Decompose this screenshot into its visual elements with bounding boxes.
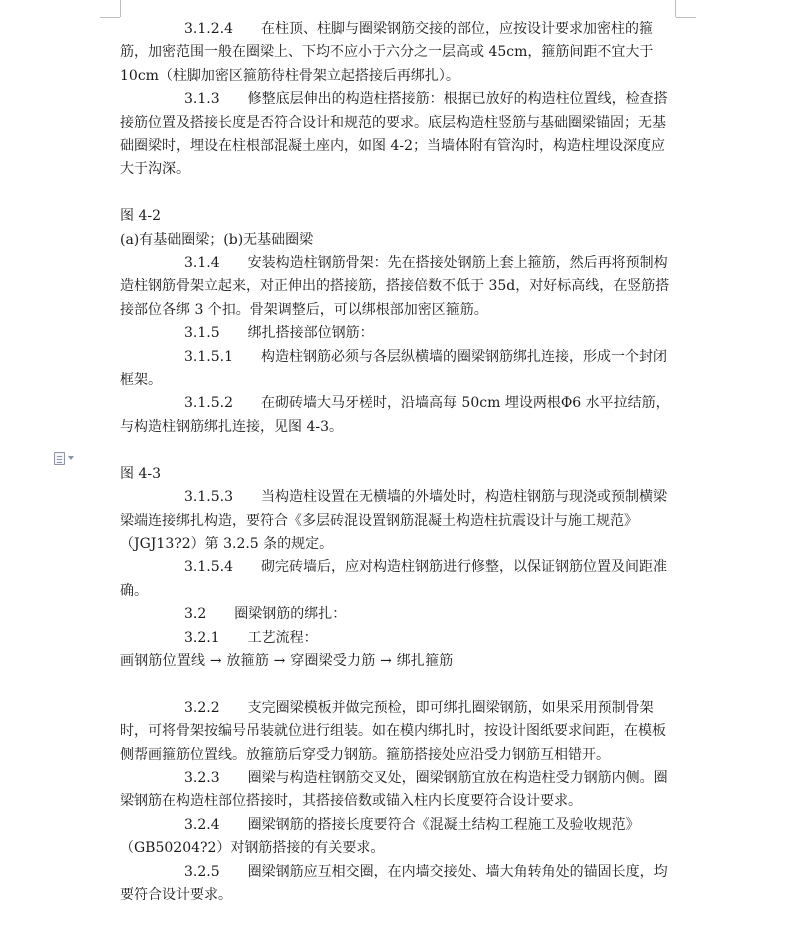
section-number: 3.2.3 xyxy=(184,769,220,786)
section-number: 3.1.5.1 xyxy=(184,348,233,365)
paragraph-text: 砌完砖墙后，应对构造柱钢筋进行修整，以保证钢筋位置及间距准确。 xyxy=(120,559,667,599)
section-number: 3.2.5 xyxy=(184,863,220,880)
section-number: 3.1.5 xyxy=(184,325,220,342)
section-number: 3.2 xyxy=(184,606,207,623)
section-number: 3.2.1 xyxy=(184,629,220,646)
blank-line xyxy=(120,673,676,696)
paragraph-3-1-4 xyxy=(120,252,676,322)
section-number: 3.1.4 xyxy=(184,255,220,272)
paragraph-text: 支完圈梁模板并做完预检，即可绑扎圈梁钢筋，如果采用预制骨架时，可将骨架按编号吊装就位进行组装。如在模内绑扎时，按设计图纸要求间距，在模板侧帮画箍筋位置线。放箍筋后穿受力钢筋。箍筋搭接处应沿受力钢筋互相错开。 xyxy=(120,699,666,763)
figure-label-4-3: 图 4-3 xyxy=(120,465,161,482)
section-number: 3.2.4 xyxy=(184,816,220,833)
section-number: 3.1.5.2 xyxy=(184,395,233,412)
figure-label-4-2: 图 4-2 xyxy=(120,208,161,225)
document-outline-icon[interactable] xyxy=(54,450,80,466)
heading-text: 工艺流程： xyxy=(247,629,318,646)
section-number: 3.1.2.4 xyxy=(184,21,233,37)
paragraph-text: 修整底层伸出的构造柱搭接筋：根据已放好的构造柱位置线，检查搭接筋位置及搭接长度是否符合设计和规范的要求。底层构造柱竖筋与基础圈梁锚固；无基础圈梁时，埋设在柱根部混凝土座内，如图 4-2；当墙体附有管沟时，构造柱埋设深度应大于沟深。 xyxy=(120,91,668,178)
paragraph-3-1-5-4 xyxy=(120,556,676,603)
paragraph-text: 当构造柱设置在无横墙的外墙处时，构造柱钢筋与现浇或预制横梁梁端连接绑扎构造，要符合《多层砖混设置钢筋混凝土构造柱抗震设计与施工规范》（JGJ13?2）第 3.2.5 条的规定。 xyxy=(120,489,667,552)
figure-caption-4-2: (a)有基础圈梁；(b)无基础圈梁 xyxy=(120,231,314,248)
crop-mark-right-vertical xyxy=(675,0,676,17)
crop-mark-left-horizontal xyxy=(100,17,120,18)
paragraph-text: 圈梁钢筋应互相交圈，在内墙交接处、墙大角转角处的锚固长度，均要符合设计要求。 xyxy=(120,863,668,903)
paragraph-3-1-5-2 xyxy=(120,392,676,439)
document-icon xyxy=(54,452,65,465)
document-body xyxy=(120,18,676,907)
paragraph-text: 安装构造柱钢筋骨架：先在搭接处钢筋上套上箍筋，然后再将预制构造柱钢筋骨架立起来，对正伸出的搭接筋，搭接倍数不低于 35d，对好标高线，在竖筋搭接部位各绑 3 个扣。骨架调整后，可以绑根部加密区箍筋。 xyxy=(120,255,670,318)
paragraph-3-1-3 xyxy=(120,88,676,182)
crop-mark-left-vertical xyxy=(120,0,121,17)
paragraph-3-2-3 xyxy=(120,767,676,814)
paragraph-3-2-2 xyxy=(120,697,676,767)
heading-3-2 xyxy=(120,603,676,626)
paragraph-text: 绑扎搭接部位钢筋： xyxy=(247,325,374,342)
blank-line xyxy=(120,439,676,462)
paragraph-3-1-2-4 xyxy=(120,18,676,88)
paragraph-text: 在柱顶、柱脚与圈梁钢筋交接的部位，应按设计要求加密柱的箍筋，加密范围一般在圈梁上、下均不应小于六分之一层高或 45cm，箍筋间距不宜大于 10cm（柱脚加密区箍筋待柱骨架立起搭接后再绑扎）。 xyxy=(120,21,654,84)
paragraph-text: 圈梁与构造柱钢筋交叉处，圈梁钢筋宜放在构造柱受力钢筋内侧。圈梁钢筋在构造柱部位搭接时，其搭接倍数或锚入柱内长度要符合设计要求。 xyxy=(120,769,668,810)
caret-down-icon xyxy=(68,456,74,460)
paragraph-3-2-4 xyxy=(120,814,676,861)
paragraph-3-1-5-1 xyxy=(120,346,676,393)
paragraph-3-1-5 xyxy=(120,322,676,345)
crop-mark-right-horizontal xyxy=(676,17,696,18)
section-number: 3.1.5.4 xyxy=(184,559,233,576)
blank-line xyxy=(120,182,676,205)
section-number: 3.1.3 xyxy=(184,91,220,108)
heading-3-2-1 xyxy=(120,627,676,650)
paragraph-3-2-5 xyxy=(120,861,676,908)
paragraph-text: 构造柱钢筋必须与各层纵横墙的圈梁钢筋绑扎连接，形成一个封闭框架。 xyxy=(120,348,667,389)
process-flow-line: 画钢筋位置线 → 放箍筋 → 穿圈梁受力筋 → 绑扎箍筋 xyxy=(120,652,454,669)
paragraph-text: 圈梁钢筋的搭接长度要符合《混凝土结构工程施工及验收规范》（GB50204?2）对钢筋搭接的有关要求。 xyxy=(120,816,640,857)
paragraph-text: 在砌砖墙大马牙槎时，沿墙高每 50cm 埋设两根Φ6 水平拉结筋，与构造柱钢筋绑扎连接，见图 4-3。 xyxy=(120,395,670,435)
section-number: 3.1.5.3 xyxy=(184,489,233,506)
heading-text: 圈梁钢筋的绑扎： xyxy=(234,606,347,623)
section-number: 3.2.2 xyxy=(184,699,220,716)
paragraph-3-1-5-3 xyxy=(120,486,676,556)
